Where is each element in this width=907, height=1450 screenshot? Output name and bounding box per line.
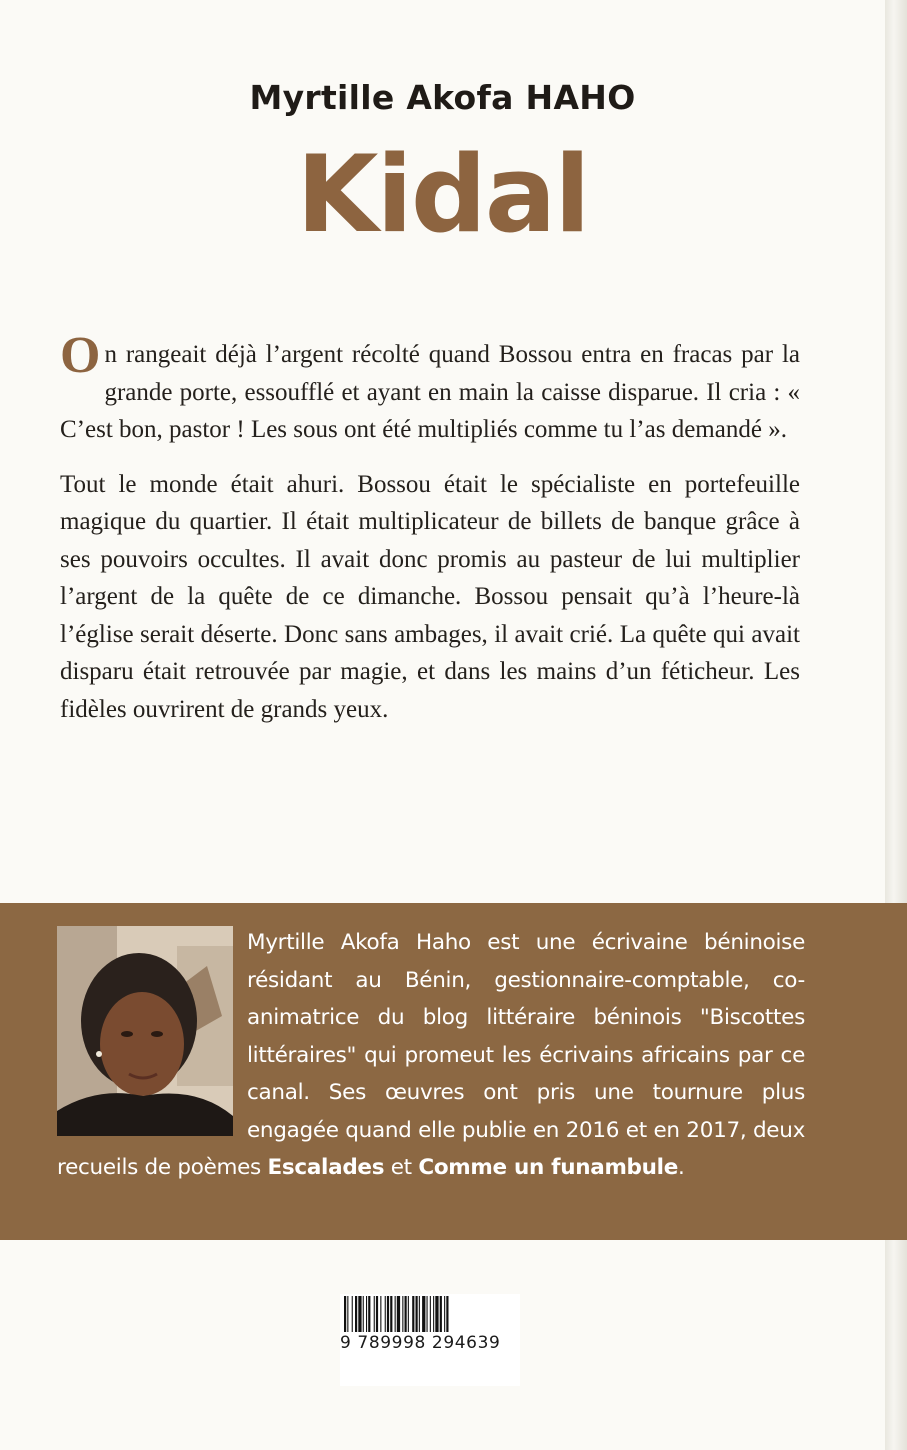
barcode-bar [419, 1296, 420, 1332]
barcode-bar [376, 1296, 378, 1332]
barcode-bar [405, 1296, 407, 1332]
author-name: Myrtille Akofa HAHO [249, 78, 636, 117]
barcode-bar [440, 1296, 442, 1332]
barcode-bar [412, 1296, 414, 1332]
excerpt-paragraph-1 [60, 327, 800, 449]
author-bio-text [57, 924, 805, 1187]
spine-brown-band [885, 903, 907, 1240]
excerpt-paragraph-2: Tout le monde était ahuri. Bossou était le spécialiste en portefeuille magique du quartier. Il était multiplicateur de billets de banque grâce à ses pouvoirs occultes. Il avait donc promis au pasteur de lui multiplier l’argent de la quête de ce dimanche. Bossou pensait qu’à l’heure-là l’église serait déserte. Donc sans ambages, il avait crié. La quête qui avait disparu était retrouvée par magie, et dans les mains d’un féticheur. Les fidèles ouvrirent de grands yeux. [60, 470, 800, 723]
barcode-bar [385, 1296, 386, 1332]
barcode-bar [352, 1296, 353, 1332]
barcode-bar [358, 1296, 361, 1332]
barcode-bar [363, 1296, 364, 1332]
excerpt-text [60, 327, 800, 745]
isbn-number: 9 789998 294639 [340, 1333, 501, 1353]
barcode-bar [374, 1296, 375, 1332]
bio-book-comme-un-funambule: Comme un funambule [418, 1155, 679, 1180]
barcode-bar [347, 1296, 348, 1332]
bio-end: . [678, 1155, 685, 1180]
barcode-bar [402, 1296, 403, 1332]
barcode-bar [395, 1296, 396, 1332]
barcode-bar [435, 1296, 438, 1332]
barcode-bar [416, 1296, 418, 1332]
barcode-bar [368, 1296, 370, 1332]
bio-connector: et [390, 1155, 412, 1180]
drop-cap: O [60, 327, 101, 384]
barcode-bar [366, 1296, 367, 1332]
barcode-bar [427, 1296, 428, 1332]
book-title: Kidal [296, 133, 589, 256]
barcode-bar [380, 1296, 381, 1332]
bio-book-escalades: Escalades [267, 1155, 385, 1180]
barcode-bar [408, 1296, 409, 1332]
barcode-bar [444, 1296, 445, 1332]
barcode-bar [430, 1296, 431, 1332]
excerpt-paragraph-1-text: n rangeait déjà l’argent récolté quand Bossou entra en fracas par la grande porte, essoufflé et ayant en main la caisse disparue. Il cria : « C’est bon, pastor ! Les sous ont été multipliés comme tu l’as demandé ». [60, 341, 800, 443]
barcode-bars [340, 1294, 520, 1334]
barcode-bar [355, 1296, 357, 1332]
barcode-bar [387, 1296, 389, 1332]
barcode-bar [422, 1296, 425, 1332]
barcode-bar [344, 1296, 346, 1332]
barcode-bar [390, 1296, 392, 1332]
barcode-bar [446, 1296, 448, 1332]
barcode-bar [433, 1296, 434, 1332]
bio-main-text: Myrtille Akofa Haho est une écrivaine béninoise résidant au Bénin, gestionnaire-comptable, co-animatrice du blog littéraire béninois "Biscottes littéraires" qui promeut les écrivains africains par ce canal. Ses œuvres ont pris une tournure plus engagée quand elle publie en 2016 et en 2017, deux recueils de poèmes [57, 930, 805, 1180]
barcode-bar [397, 1296, 400, 1332]
